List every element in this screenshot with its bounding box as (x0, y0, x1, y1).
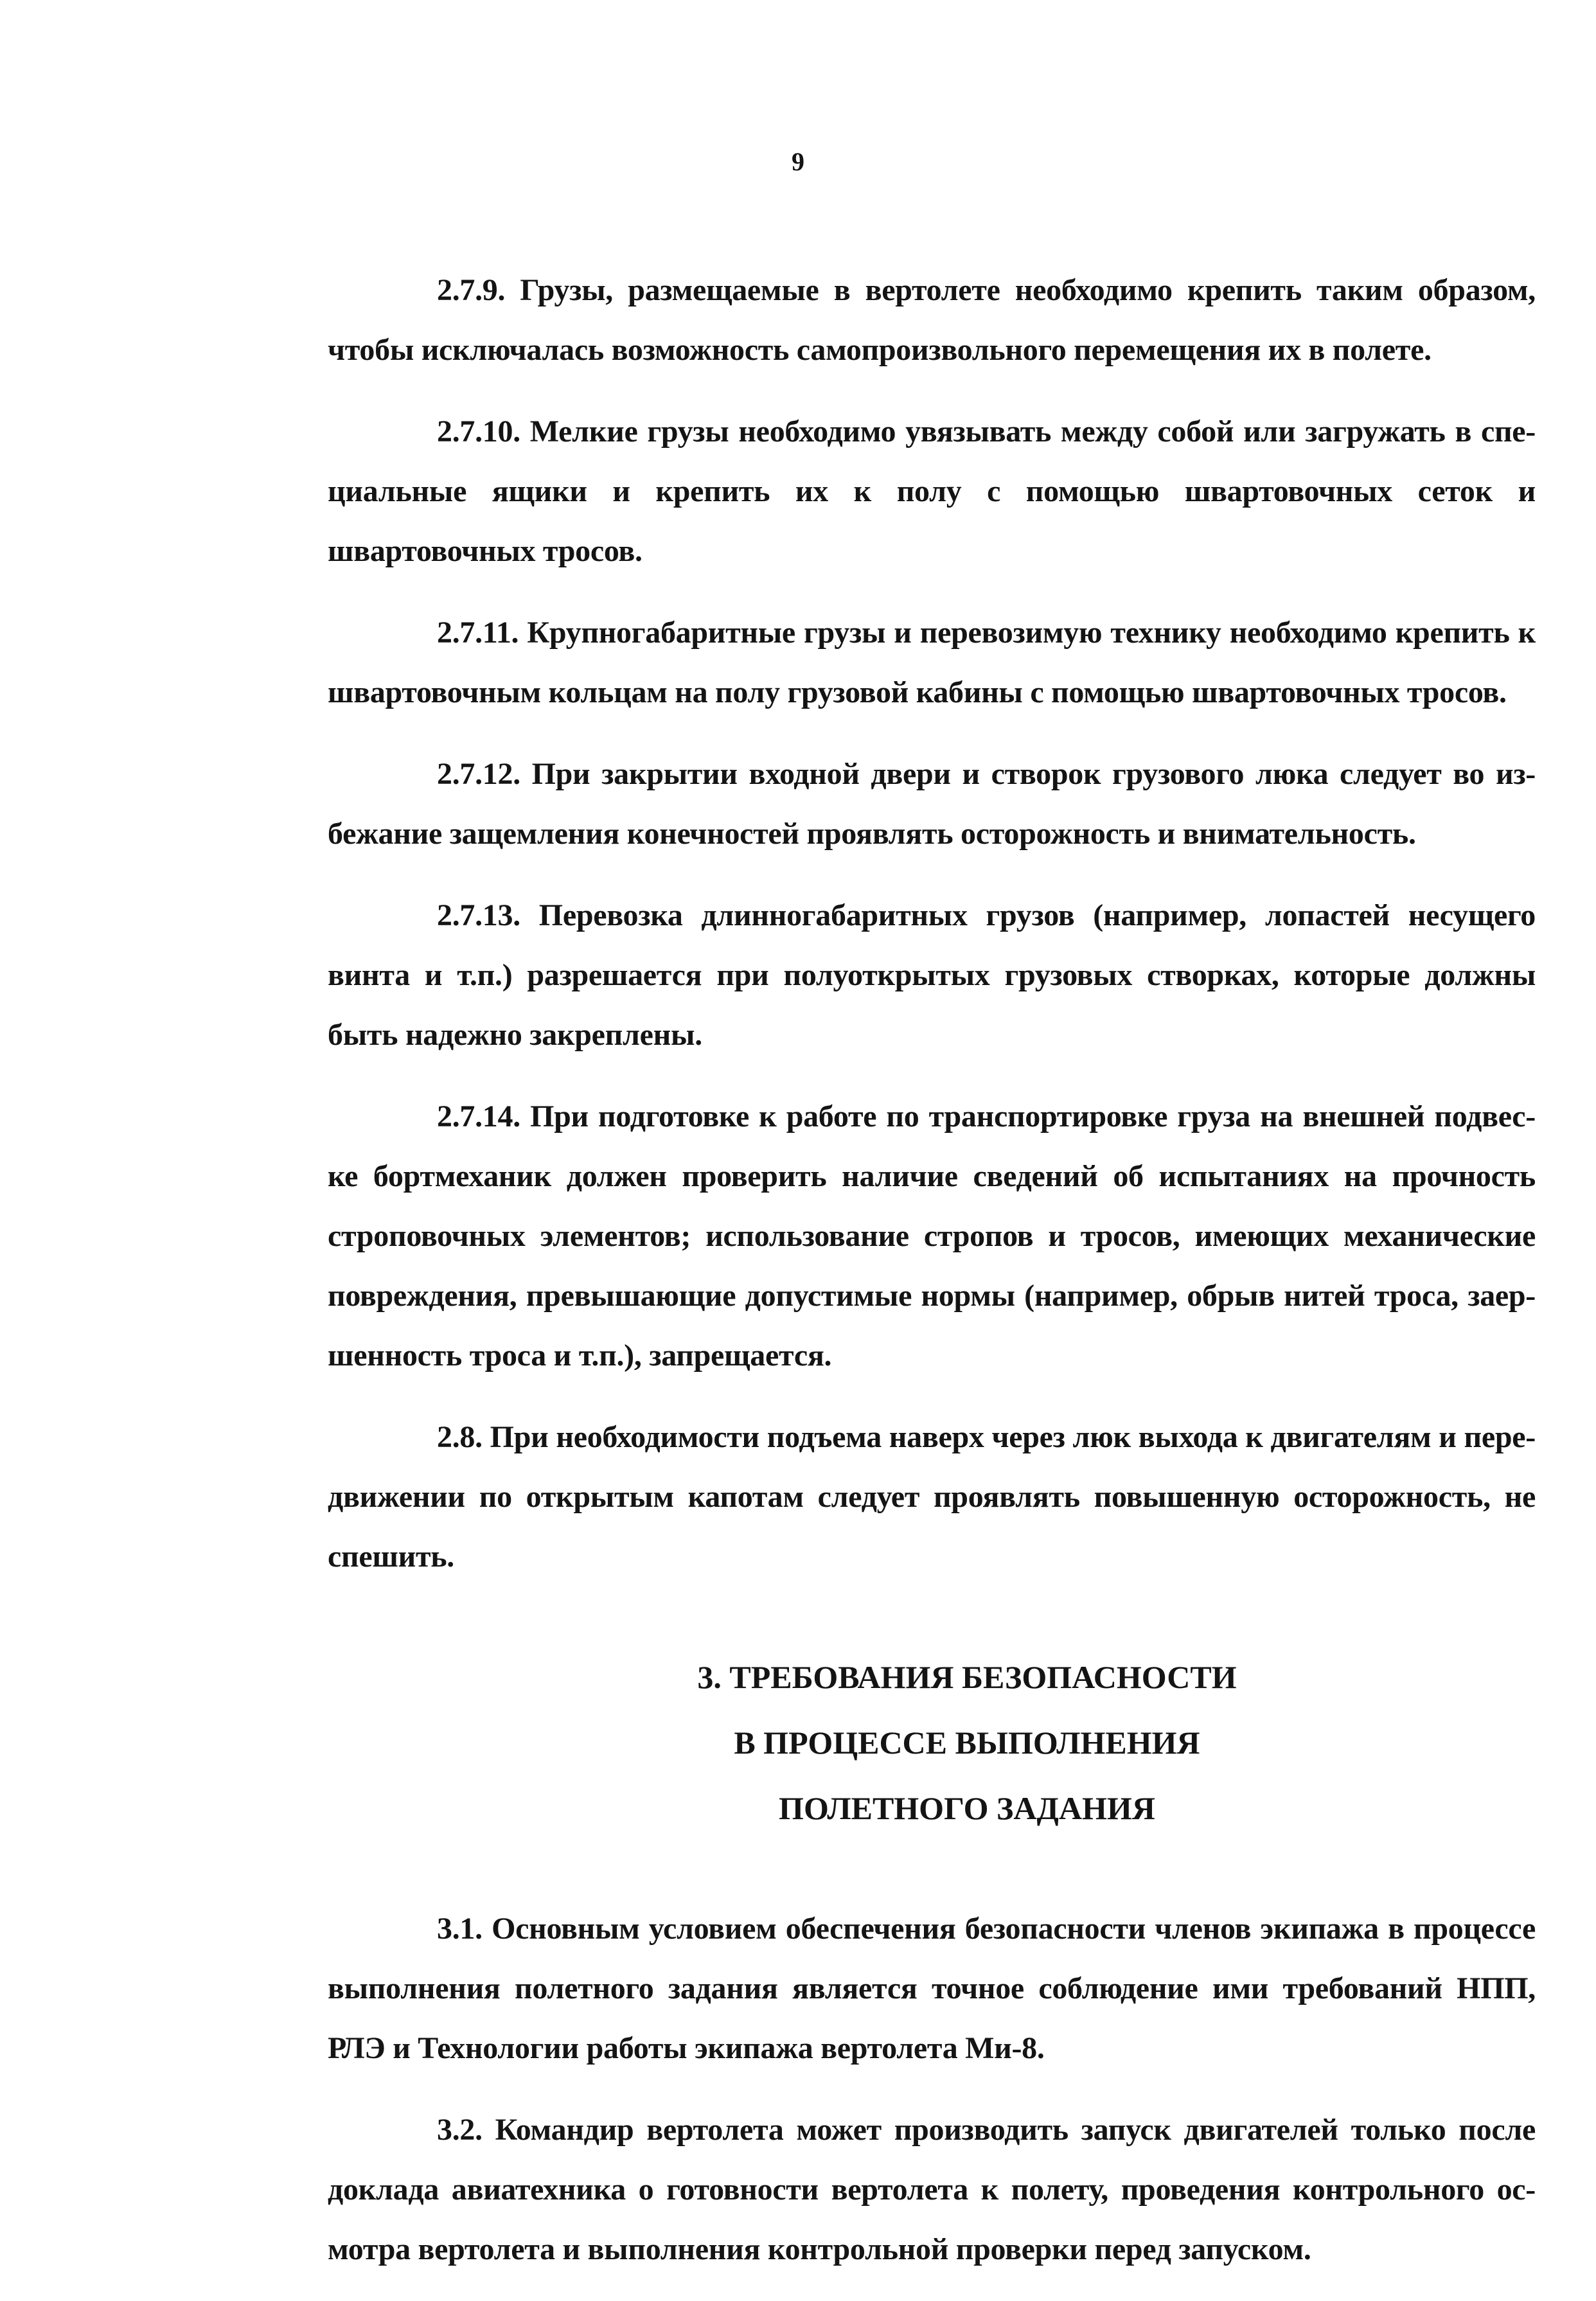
page-number: 9 (792, 147, 804, 176)
paragraph-2-7-9: 2.7.9. Грузы, размещаемые в вертолете необходимо крепить таким образом, чтобы исключалась возможность самопроизвольного перемещения их в полете. (328, 273, 1536, 367)
section-heading-line-1: 3. ТРЕБОВАНИЯ БЕЗОПАСНОСТИ (697, 1659, 1237, 1695)
section-heading (328, 1644, 1536, 1841)
paragraph-3-2: 3.2. Командир вертолета может производить запуск двигателей только после доклада авиатехника о готовности вертолета к полету, проведения контрольного ос-мотра вертолета и выполнения контрольной проверки перед запуском. (328, 2113, 1536, 2266)
section-heading-line-2: В ПРОЦЕССЕ ВЫПОЛНЕНИЯ (734, 1725, 1200, 1761)
paragraph-2-7-11: 2.7.11. Крупногабаритные грузы и перевозимую технику необходимо крепить к швартовочным кольцам на полу грузовой кабины с помощью швартовочных тросов. (328, 616, 1536, 709)
paragraph-2-7-14: 2.7.14. При подготовке к работе по транспортировке груза на внешней подвес-ке бортмеханик должен проверить наличие сведений об испытаниях на прочность строповочных элементов; использование стропов и тросов, имеющих механические повреждения, превышающие допустимые нормы (например, обрыв нитей троса, заер-шенность троса и т.п.), запрещается. (328, 1099, 1536, 1373)
paragraph-2-7-12: 2.7.12. При закрытии входной двери и створок грузового люка следует во из-бежание защемления конечностей проявлять осторожность и внимательность. (328, 757, 1536, 851)
paragraph-3-1: 3.1. Основным условием обеспечения безопасности членов экипажа в процессе выполнения полетного задания является точное соблюдение ими требований НПП, РЛЭ и Технологии работы экипажа вертолета Ми-8. (328, 1912, 1536, 2065)
page-content (328, 260, 1536, 2301)
paragraph-2-7-10: 2.7.10. Мелкие грузы необходимо увязывать между собой или загружать в спе-циальные ящики и крепить их к полу с помощью швартовочных сеток и швартовочных тросов. (328, 414, 1536, 568)
paragraph-2-7-13: 2.7.13. Перевозка длинногабаритных грузов (например, лопастей несущего винта и т.п.) разрешается при полуоткрытых грузовых створках, которые должны быть надежно закреплены. (328, 898, 1536, 1052)
paragraph-2-8: 2.8. При необходимости подъема наверх через люк выхода к двигателям и пере-движении по открытым капотам следует проявлять повышенную осторожность, не спешить. (328, 1420, 1536, 1574)
section-heading-line-3: ПОЛЕТНОГО ЗАДАНИЯ (779, 1790, 1155, 1826)
